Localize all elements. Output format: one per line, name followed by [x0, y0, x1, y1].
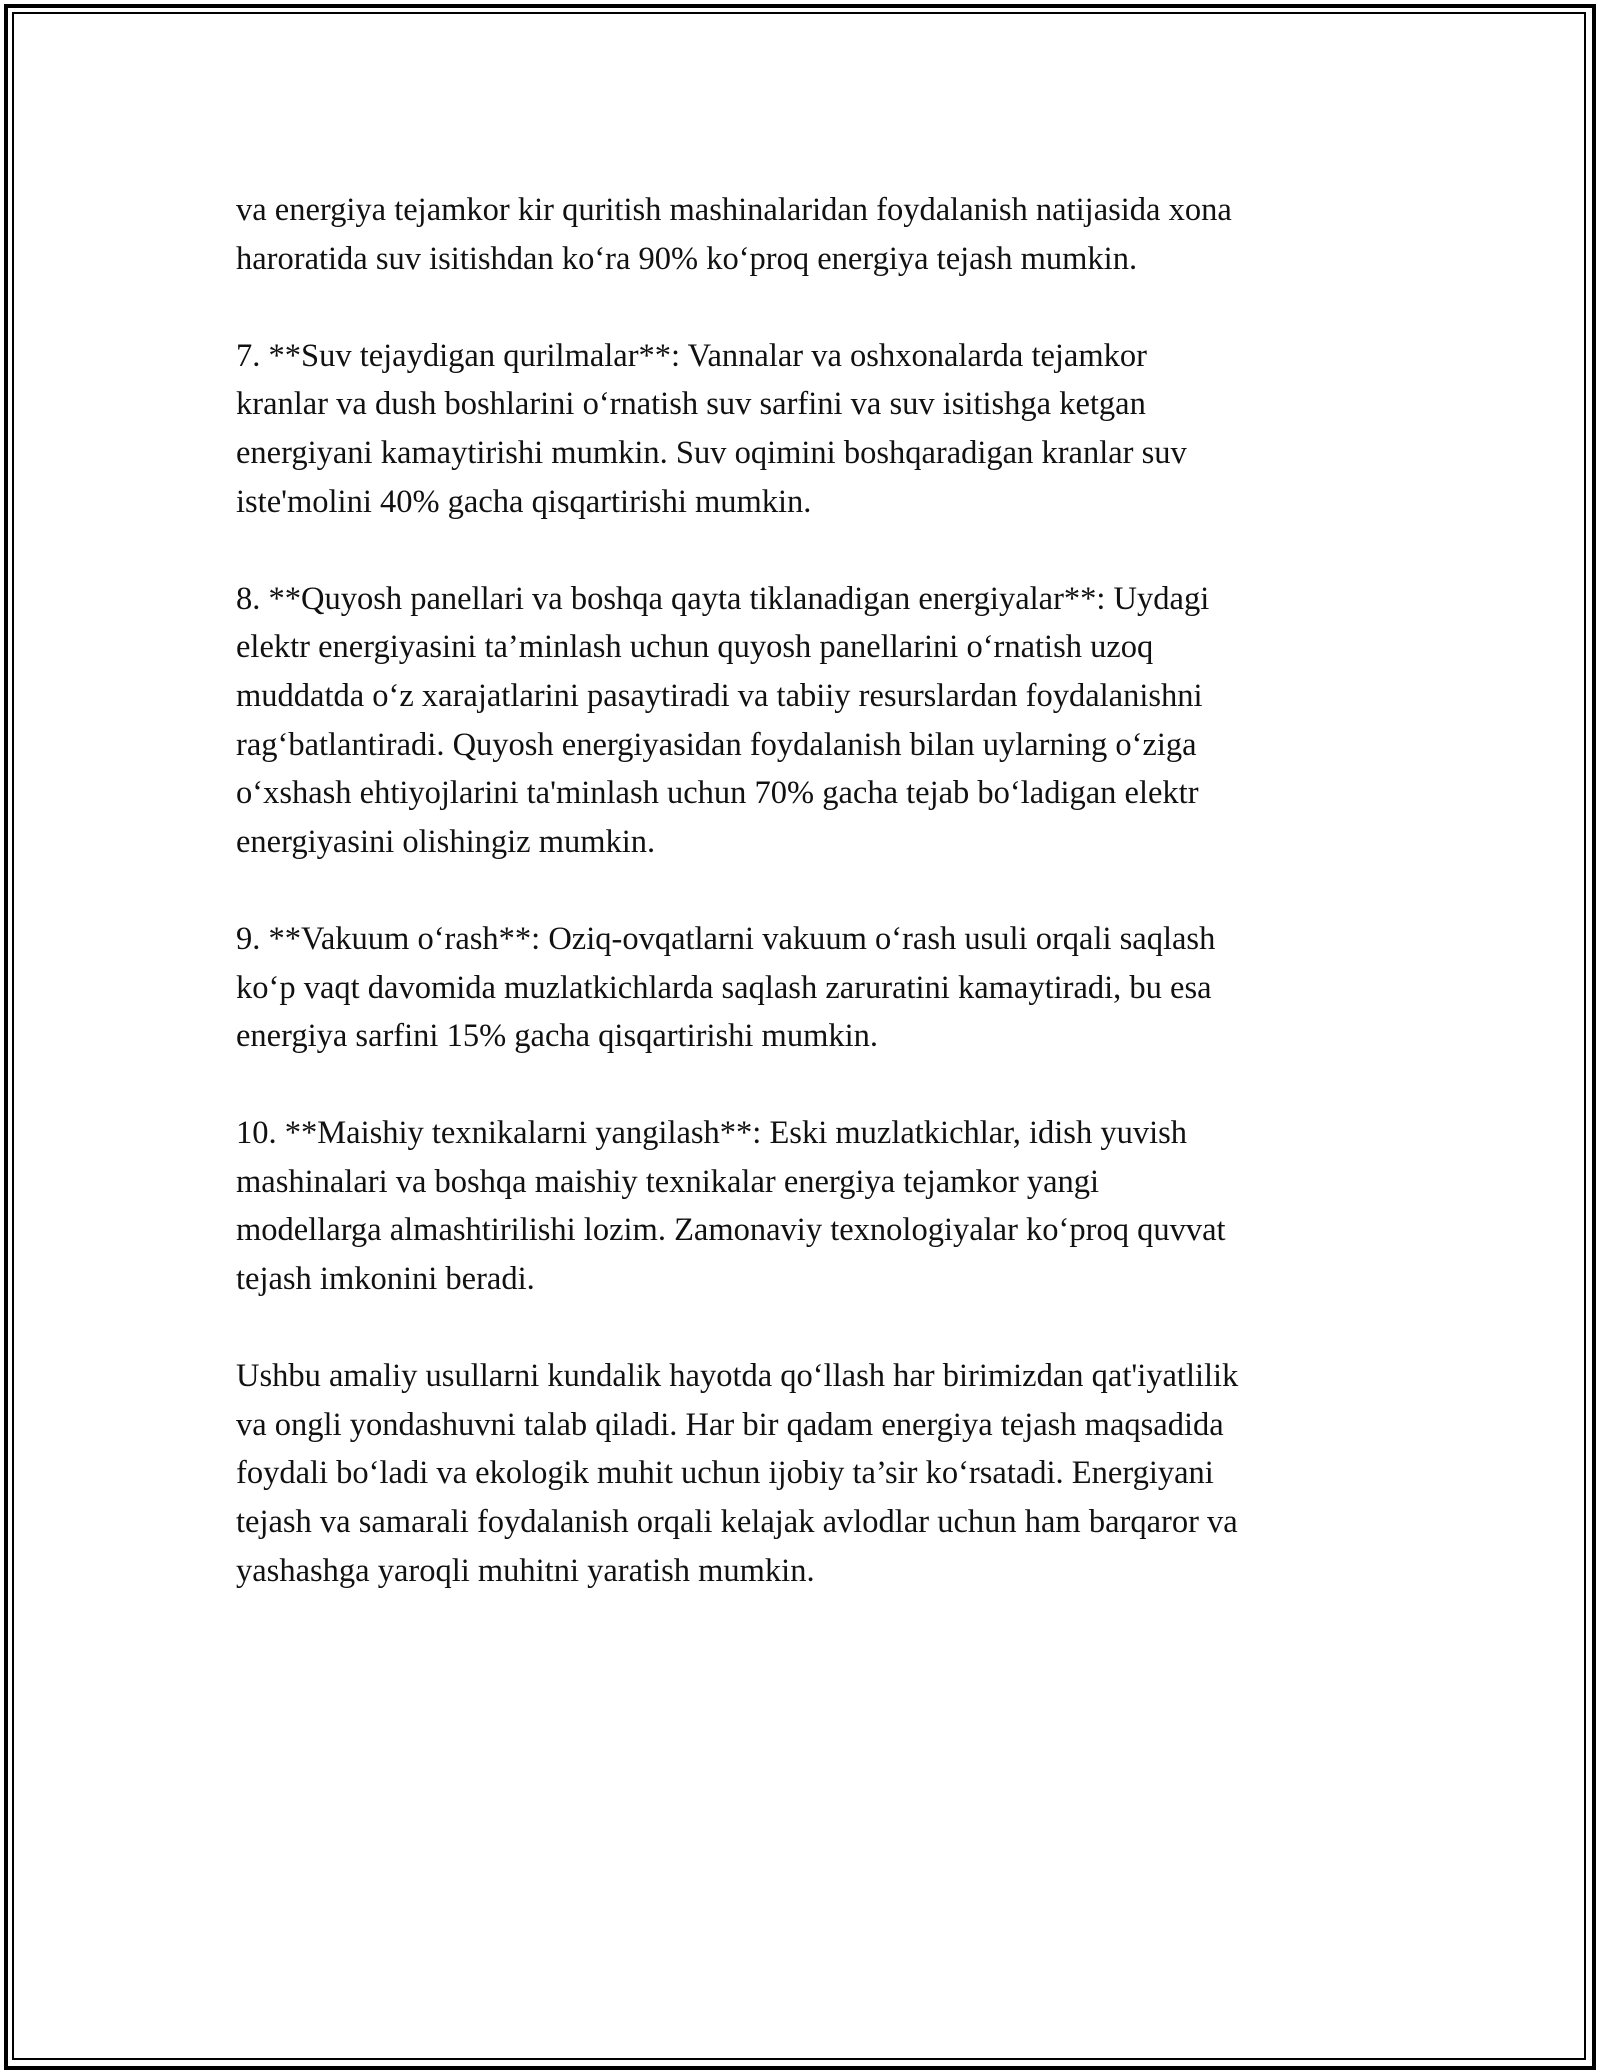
text-line: tejash va samarali foydalanish orqali kelajak avlodlar uchun ham barqaror va: [236, 1504, 1238, 1541]
text-line: ko‘p vaqt davomida muzlatkichlarda saqlash zaruratini kamaytiradi, bu esa: [236, 969, 1212, 1006]
text-line: va ongli yondashuvni talab qiladi. Har bir qadam energiya tejash maqsadida: [236, 1406, 1224, 1443]
text-line: 9. **Vakuum o‘rash**: Oziq-ovqatlarni vakuum o‘rash usuli orqali saqlash: [236, 920, 1216, 957]
text-line: muddatda o‘z xarajatlarini pasaytiradi va tabiiy resurslardan foydalanishni: [236, 677, 1203, 714]
document-body: [236, 186, 1396, 1644]
text-line: o‘xshash ehtiyojlarini ta'minlash uchun 70% gacha tejab bo‘ladigan elektr: [236, 775, 1199, 812]
text-line: elektr energiyasini ta’minlash uchun quyosh panellarini o‘rnatish uzoq: [236, 629, 1154, 666]
text-line: energiya sarfini 15% gacha qisqartirishi mumkin.: [236, 1018, 879, 1055]
text-line: iste'molini 40% gacha qisqartirishi mumkin.: [236, 483, 812, 520]
text-line: energiyasini olishingiz mumkin.: [236, 823, 656, 860]
text-line: rag‘batlantiradi. Quyosh energiyasidan foydalanish bilan uylarning o‘ziga: [236, 726, 1197, 763]
text-line: tejash imkonini beradi.: [236, 1261, 535, 1298]
text-line: foydali bo‘ladi va ekologik muhit uchun ijobiy ta’sir ko‘rsatadi. Energiyani: [236, 1455, 1214, 1492]
text-line: 8. **Quyosh panellari va boshqa qayta tiklanadigan energiyalar**: Uydagi: [236, 580, 1210, 617]
paragraph-conclusion: [236, 1352, 1396, 1595]
text-line: 7. **Suv tejaydigan qurilmalar**: Vannalar va oshxonalarda tejamkor: [236, 337, 1147, 374]
text-line: 10. **Maishiy texnikalarni yangilash**: Eski muzlatkichlar, idish yuvish: [236, 1115, 1187, 1152]
paragraph-item-9: [236, 915, 1396, 1061]
text-line: va energiya tejamkor kir quritish mashinalaridan foydalanish natijasida xona: [236, 192, 1232, 228]
text-line: mashinalari va boshqa maishiy texnikalar energiya tejamkor yangi: [236, 1163, 1100, 1200]
paragraph-item-8: [236, 575, 1396, 867]
paragraph-continuation: [236, 186, 1396, 283]
text-line: haroratida suv isitishdan ko‘ra 90% ko‘proq energiya tejash mumkin.: [236, 240, 1138, 277]
text-line: yashashga yaroqli muhitni yaratish mumkin.: [236, 1552, 815, 1589]
text-line: Ushbu amaliy usullarni kundalik hayotda qo‘llash har birimizdan qat'iyatlilik: [236, 1358, 1239, 1395]
paragraph-item-10: [236, 1109, 1396, 1303]
text-line: energiyani kamaytirishi mumkin. Suv oqimini boshqaradigan kranlar suv: [236, 434, 1187, 471]
text-line: modellarga almashtirilishi lozim. Zamonaviy texnologiyalar ko‘proq quvvat: [236, 1212, 1226, 1249]
paragraph-item-7: [236, 332, 1396, 526]
text-line: kranlar va dush boshlarini o‘rnatish suv sarfini va suv isitishga ketgan: [236, 386, 1146, 423]
